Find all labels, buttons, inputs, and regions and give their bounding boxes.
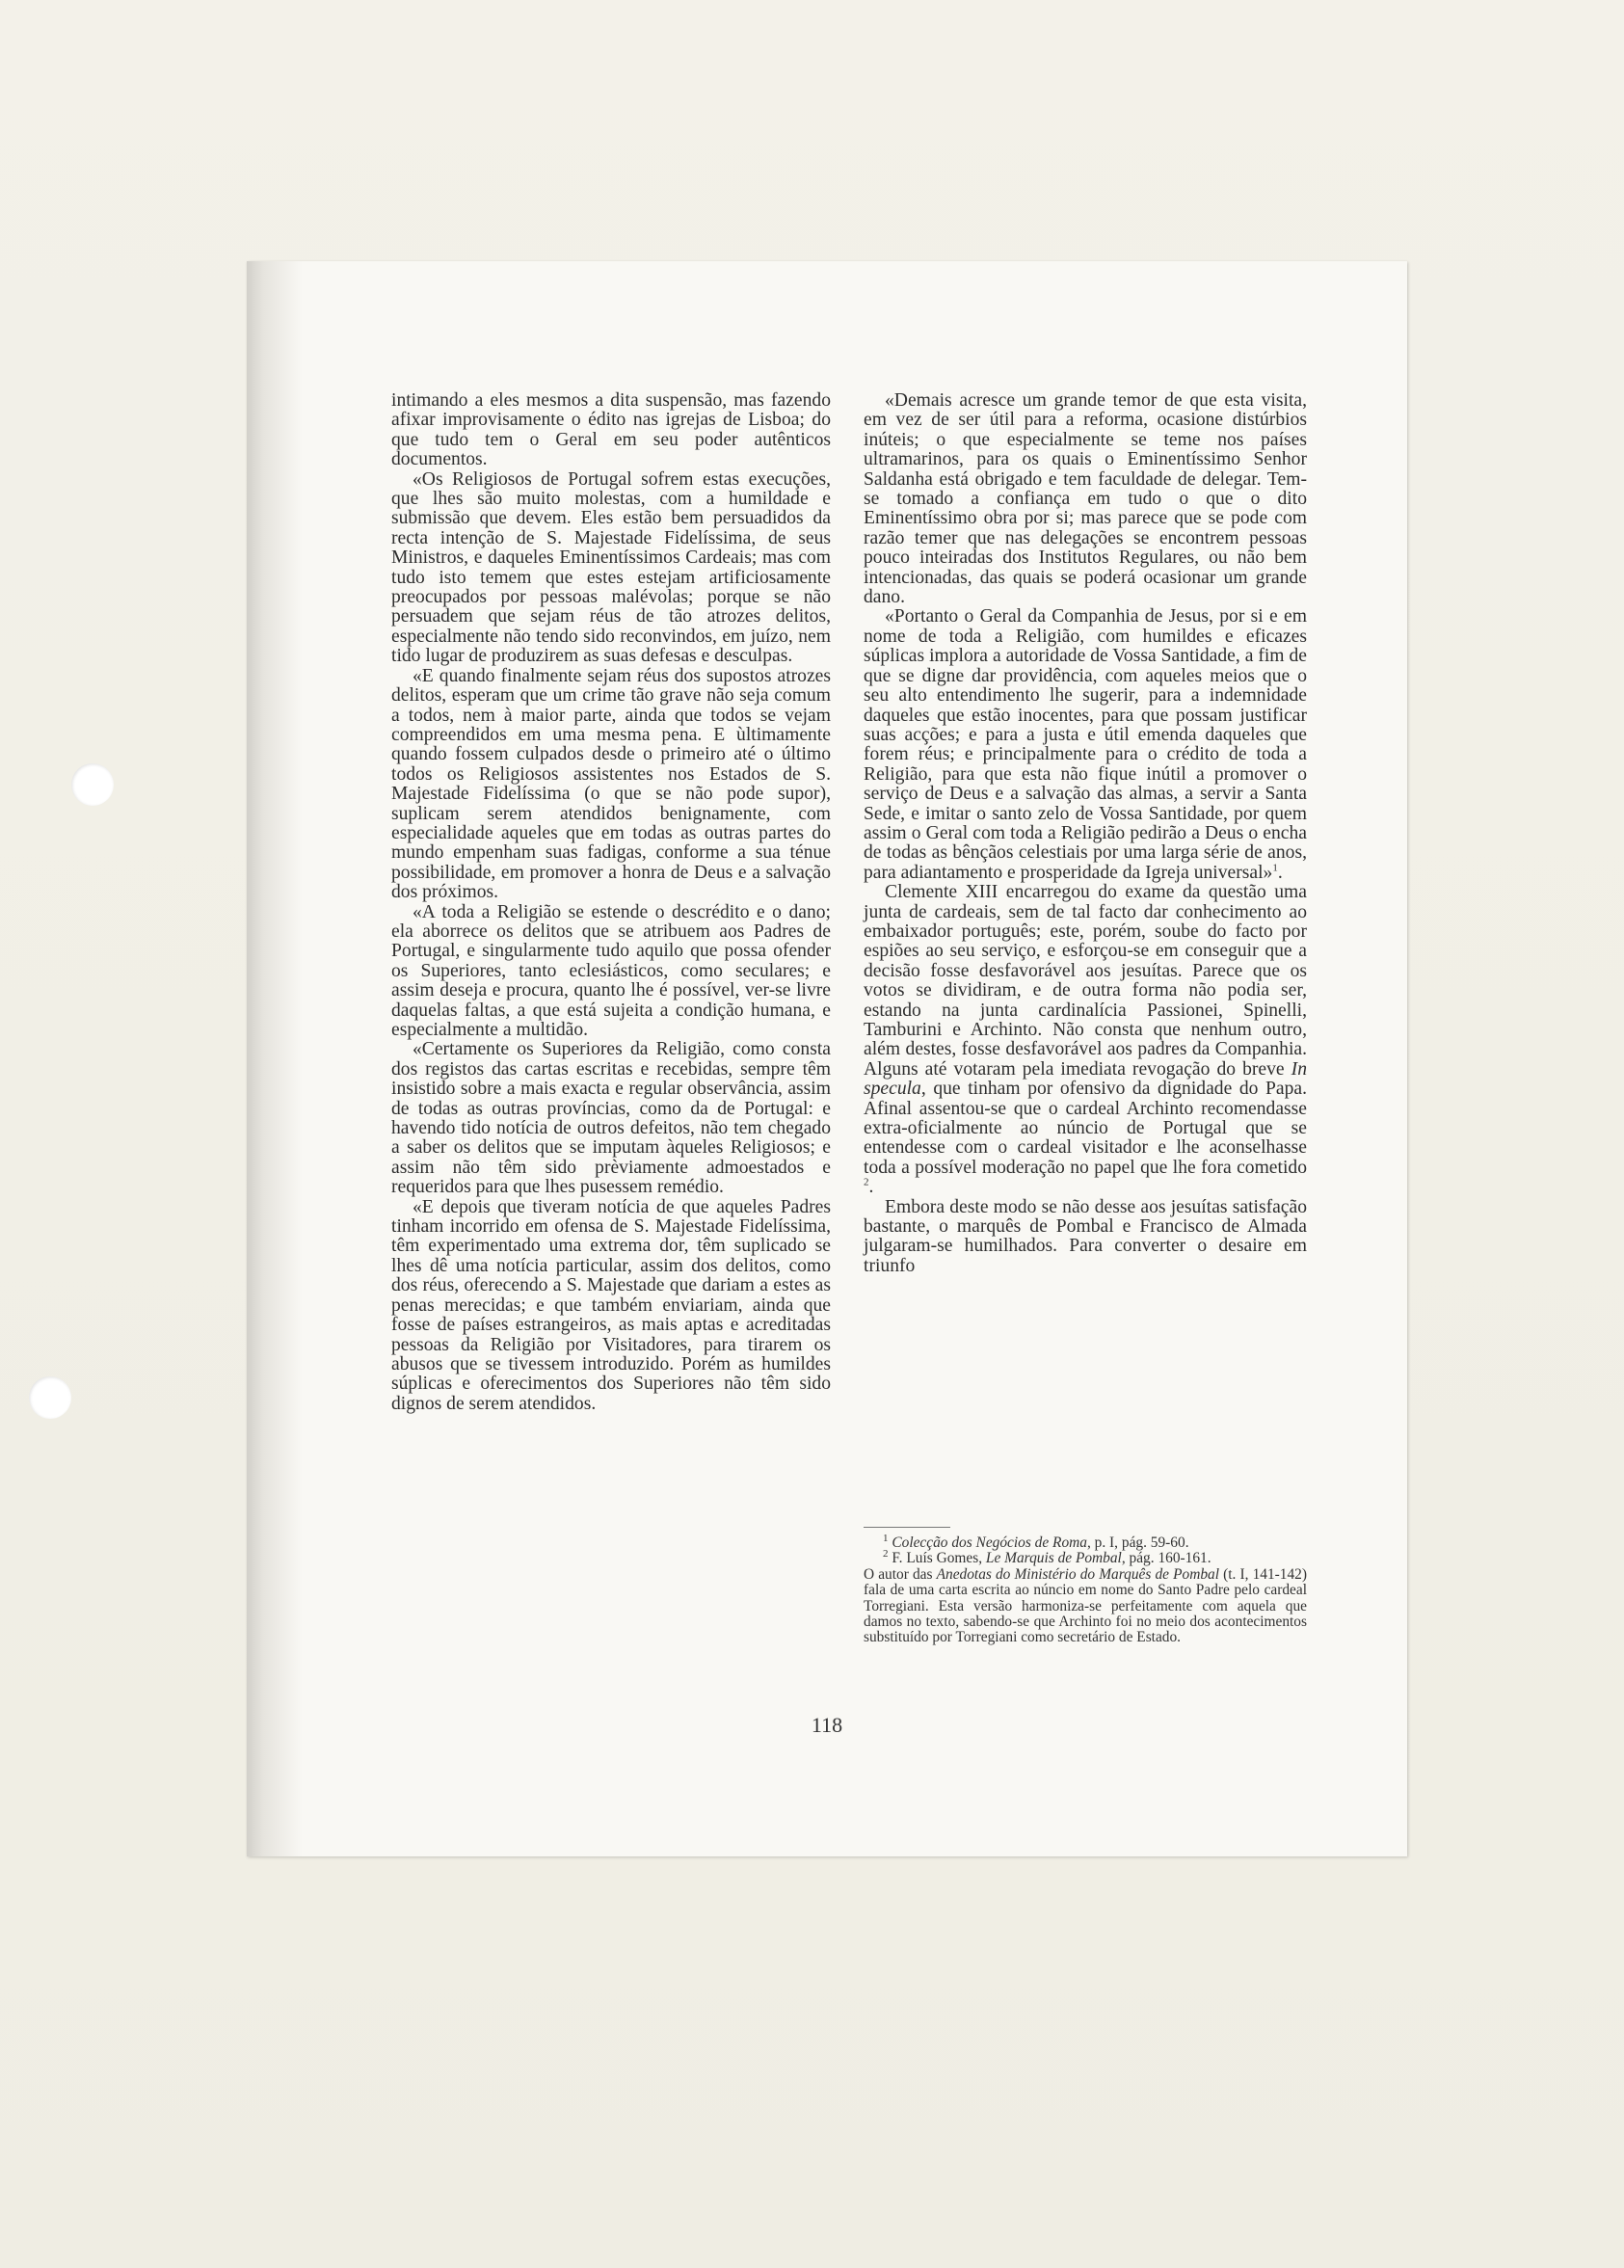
footnote-title: Anedotas do Ministério do Marquês de Pombal xyxy=(936,1565,1220,1583)
footnote-separator xyxy=(864,1527,950,1528)
footnote-title: Colecção dos Negócios de Roma xyxy=(892,1534,1087,1551)
footnote-text: (t. I, 141-142) fala de uma carta escrita ao núncio em nome do Santo Padre pelo cardeal Torregiani. Esta versão harmoniza-se perfeitamente com aquela que damos no texto, sabendo-se que Archinto foi no meio dos acontecimentos substituído por Torregiani como secretário de Estado. xyxy=(864,1565,1307,1646)
footnote-text: , p. I, pág. 59-60. xyxy=(1086,1534,1189,1551)
paragraph-text: Clemente XIII encarregou do exame da questão uma junta de cardeais, sem de tal facto dar conhecimento ao embaixador português; este, porém, soube do facto por espiões ao seu serviço, e esforçou-se em conseguir que a decisão fosse desfavorável aos jesuítas. Parece que os votos se dividiram, e de outra forma não podia ser, estando na junta cardinalícia Passionei, Spinelli, Tamburini e Archinto. Não consta que nenhum outro, além destes, fosse desfavorável aos padres da Companhia. Alguns até votaram pela imediata revogação do breve xyxy=(864,882,1307,1080)
footnote-mark: 1 xyxy=(883,1532,889,1544)
binder-punch-hole-lower xyxy=(29,1376,71,1419)
paragraph-text: «Portanto o Geral da Companhia de Jesus, por si e em nome de toda a Religião, com humildes e eficazes súplicas implora a autoridade de Vossa Santidade, a fim de que se digne dar providência, com aqueles meios que o seu alto entendimento lhe sugerir, para a indemnidade daqueles que estão inocentes, para que possam justificar suas acções; e para a justa e útil emenda daqueles que forem réus; e principalmente para o crédito de toda a Religião, para que esta não fique inútil a promover o serviço de Deus e a salvação das almas, a servir a Santa Sede, e imitar o santo zelo de Vossa Santidade, por quem assim o Geral com toda a Religião pedirão a Deus o encha de todas as bênçãos celestiais por uma larga série de anos, para adiantamento e prosperidade da Igreja universal» xyxy=(864,606,1307,883)
paragraph xyxy=(864,607,1307,883)
footnote-text: O autor das xyxy=(864,1565,937,1583)
page-number: 118 xyxy=(811,1713,843,1737)
paragraph: «A toda a Religião se estende o descrédito e o dano; ela aborrece os delitos que se atribuem aos Padres de Portugal, e singularmente tudo aquilo que possa ofender os Superiores, tanto eclesiásticos, como seculares; e assim deseja e procura, quanto lhe é possível, ver-se livre daquelas faltas, a que está sujeita a condição humana, e especialmente a multidão. xyxy=(391,901,831,1040)
footnotes xyxy=(864,1532,1307,1646)
paragraph xyxy=(864,883,1307,1198)
footnote-title: Le Marquis de Pombal xyxy=(985,1550,1122,1567)
paragraph: «Demais acresce um grande temor de que esta visita, em vez de ser útil para a reforma, ocasione distúrbios inúteis; o que especialmente se teme nos países ultramarinos, para os quais o Eminentíssimo Senhor Saldanha está obrigado e tem faculdade de delegar. Tem-se tomado a confiança em tudo o que o dito Eminentíssimo obra por si; mas parece que se pode com razão temer que nas delegações se encontrem pessoas pouco inteiradas dos Institutos Regulares, ou não bem intencionadas, das quais se poderá ocasionar um grande dano. xyxy=(864,390,1307,608)
footnote xyxy=(864,1532,1307,1551)
paragraph: «Os Religiosos de Portugal sofrem estas execuções, que lhes são muito molestas, com a humildade e submissão que devem. Eles estão bem persuadidos da recta intenção de S. Majestade Fidelíssima, de seus Ministros, e daqueles Eminentíssimos Cardeais; mas com tudo isto temem que estes estejam artificiosamente preocupados por pessoas malévolas; porque se não persuadem que sejam réus de tão atrozes delitos, especialmente não tendo sido reconvindos, em juízo, nem tido lugar de produzirem as suas defesas e desculpas. xyxy=(391,468,831,667)
right-text-column xyxy=(864,391,1307,1276)
punctuation: . xyxy=(1277,862,1283,883)
paragraph-text: , que tinham por ofensivo da dignidade do Papa. Afinal assentou-se que o cardeal Archinto recomendasse extra-oficialmente ao núncio de Portugal que se entendesse com o cardeal visitador e lhe aconselhasse toda a possível moderação no papel que lhe fora cometido xyxy=(864,1079,1307,1178)
paragraph: «E quando finalmente sejam réus dos supostos atrozes delitos, esperam que um crime tão grave não seja comum a todos, nem à maior parte, ainda que todos se vejam compreendidos em uma mesma pena. E ùltimamente quando fossem culpados desde o primeiro até o último todos os Religiosos assistentes nos Estados de S. Majestade Fidelíssima (o que se não pode supor), suplicam serem atendidos benignamente, com especialidade aqueles que em todas as outras partes do mundo empenham suas fadigas, conforme a sua ténue possibilidade, em promover a honra de Deus e a salvação dos próximos. xyxy=(391,665,831,903)
footnote xyxy=(864,1548,1307,1567)
paragraph: «Certamente os Superiores da Religião, como consta dos registos das cartas escritas e recebidas, sempre têm insistido sobre a mais exacta e regular observância, assim de todas as outras províncias, como da de Portugal: e havendo tido notícia de outros defeitos, não tem chegado a saber os delitos que se imputam àqueles Religiosos; e assim não têm sido prèviamente admoestados e requeridos para que lhes pusessem remédio. xyxy=(391,1039,831,1198)
footnote xyxy=(864,1567,1307,1646)
footnote-reference: 1 xyxy=(1272,862,1278,874)
footnote-text: , pág. 160-161. xyxy=(1121,1550,1211,1567)
footnote-reference: 2 xyxy=(864,1176,869,1188)
footnote-mark: 2 xyxy=(883,1548,889,1561)
paragraph: «E depois que tiveram notícia de que aqueles Padres tinham incorrido em ofensa de S. Majestade Fidelíssima, têm experimentado uma extrema dor, têm suplicado se lhes dê uma notícia particular, assim dos delitos, como dos réus, oferecendo a S. Majestade que dariam a estes as penas merecidas; e que também enviariam, ainda que fosse de países estrangeiros, as mais aptas e acreditadas pessoas da Religião por Visitadores, para tirarem os abusos que se tivessem introduzido. Porém as humildes súplicas e oferecimentos dos Superiores não têm sido dignos de serem atendidos. xyxy=(391,1196,831,1414)
footnote-text: F. Luís Gomes, xyxy=(892,1550,986,1567)
scan-edge-shadow xyxy=(247,261,303,1856)
paragraph: Embora deste modo se não desse aos jesuítas satisfação bastante, o marquês de Pombal e Francisco de Almada julgaram-se humilhados. Para converter o desaire em triunfo xyxy=(864,1196,1307,1276)
binder-punch-hole-upper xyxy=(71,763,114,806)
left-text-column xyxy=(391,391,831,1414)
punctuation: . xyxy=(868,1177,874,1198)
paragraph: intimando a eles mesmos a dita suspensão, mas fazendo afixar improvisamente o édito nas igrejas de Lisboa; do que tudo tem o Geral em seu poder autênticos documentos. xyxy=(391,390,831,470)
italic-title: In specula xyxy=(864,1058,1307,1100)
document-page xyxy=(247,261,1407,1856)
